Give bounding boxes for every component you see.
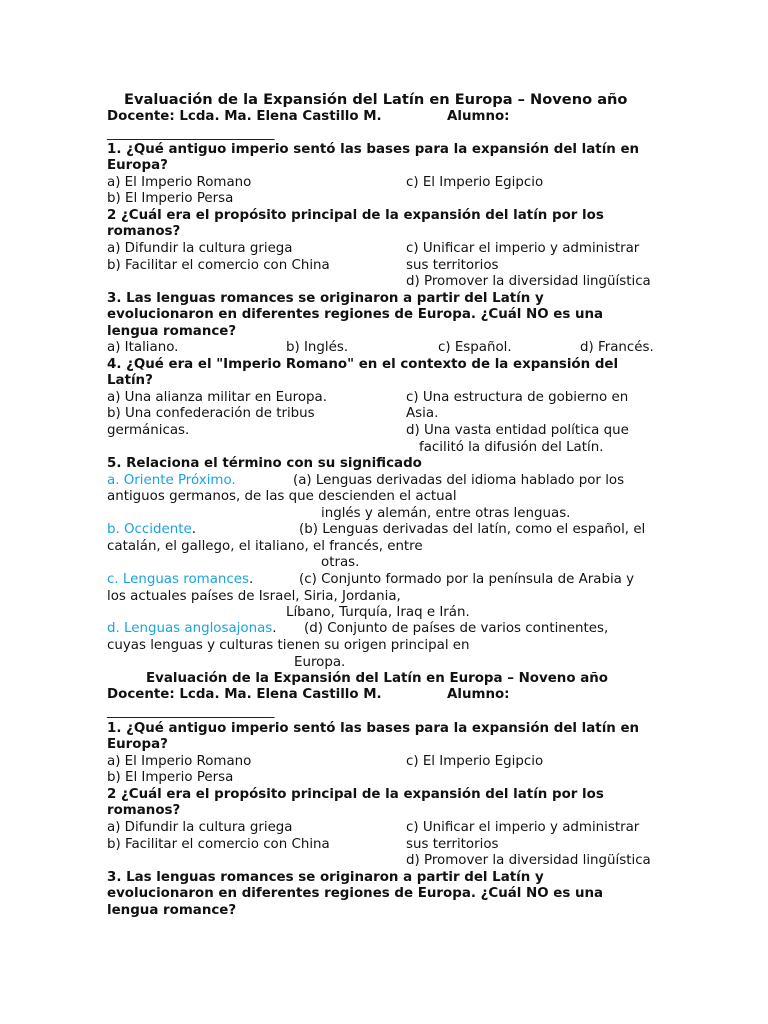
- question-2-option-c-repeat: c) Unificar el imperio y administrar: [406, 820, 640, 835]
- question-4-option-c-cont: Asia.: [406, 406, 439, 421]
- question-4-option-c: c) Una estructura de gobierno en: [406, 390, 629, 405]
- question-2-option-c: c) Unificar el imperio y administrar: [406, 241, 640, 256]
- question-2-option-a: a) Difundir la cultura griega: [107, 241, 293, 256]
- question-1-option-c-repeat: c) El Imperio Egipcio: [406, 754, 544, 769]
- question-3-option-a: a) Italiano.: [107, 340, 179, 355]
- term-c-line: [107, 572, 253, 588]
- question-3-text-repeat: 3. Las lenguas romances se originaron a partir del Latín y: [107, 870, 544, 885]
- question-2-option-c-cont: sus territorios: [406, 258, 499, 273]
- question-1-option-b: b) El Imperio Persa: [107, 191, 234, 206]
- definition-c-cont2: Líbano, Turquía, Iraq e Irán.: [286, 605, 470, 620]
- question-3-text-cont-repeat: evolucionaron en diferentes regiones de Europa. ¿Cuál NO es una: [107, 886, 604, 901]
- question-2-text: 2 ¿Cuál era el propósito principal de la expansión del latín por los: [107, 208, 604, 223]
- question-2-text-repeat: 2 ¿Cuál era el propósito principal de la expansión del latín por los: [107, 787, 604, 802]
- student-label-repeat: Alumno:: [447, 687, 510, 702]
- term-a: a. Oriente Próximo.: [107, 473, 236, 488]
- definition-b-cont2: otras.: [321, 555, 360, 570]
- question-3-text: 3. Las lenguas romances se originaron a partir del Latín y: [107, 291, 544, 306]
- question-4-option-d-cont: facilitó la difusión del Latín.: [419, 440, 604, 455]
- question-4-option-b: b) Una confederación de tribus: [107, 406, 315, 421]
- question-3-text-cont2: lengua romance?: [107, 324, 237, 339]
- question-2-option-d-repeat: d) Promover la diversidad lingüística: [406, 853, 651, 868]
- question-4-text: 4. ¿Qué era el "Imperio Romano" en el contexto de la expansión del: [107, 357, 619, 372]
- term-d-period: .: [272, 621, 277, 636]
- question-3-text-cont2-repeat: lengua romance?: [107, 903, 237, 918]
- question-2-option-d: d) Promover la diversidad lingüística: [406, 274, 651, 289]
- question-1-text-repeat: 1. ¿Qué antiguo imperio sentó las bases para la expansión del latín en: [107, 721, 640, 736]
- page-title: Evaluación de la Expansión del Latín en Europa – Noveno año: [124, 91, 628, 108]
- teacher-line-repeat: Docente: Lcda. Ma. Elena Castillo M.: [107, 687, 382, 702]
- question-2-option-b: b) Facilitar el comercio con China: [107, 258, 330, 273]
- question-2-text-cont: romanos?: [107, 224, 181, 239]
- student-label: Alumno:: [447, 109, 510, 124]
- definition-d: (d) Conjunto de países de varios continentes,: [304, 621, 609, 636]
- question-2-option-b-repeat: b) Facilitar el comercio con China: [107, 837, 330, 852]
- page-title-repeat: Evaluación de la Expansión del Latín en Europa – Noveno año: [146, 671, 608, 686]
- definition-a-cont: antiguos germanos, de las que descienden el actual: [107, 489, 457, 504]
- definition-d-cont2: Europa.: [294, 655, 346, 670]
- student-name-blank: _________________________: [107, 126, 275, 141]
- question-4-text-cont: Latín?: [107, 373, 153, 388]
- term-b: b. Occidente: [107, 522, 192, 537]
- question-2-option-c-cont-repeat: sus territorios: [406, 837, 499, 852]
- definition-c: (c) Conjunto formado por la península de Arabia y: [299, 572, 635, 587]
- question-3-option-d: d) Francés.: [580, 340, 654, 355]
- question-5-text: 5. Relaciona el término con su significado: [107, 456, 422, 471]
- definition-c-cont: los actuales países de Israel, Siria, Jordania,: [107, 589, 401, 604]
- term-d: d. Lenguas anglosajonas: [107, 621, 273, 636]
- question-3-option-b: b) Inglés.: [286, 340, 349, 355]
- question-4-option-a: a) Una alianza militar en Europa.: [107, 390, 327, 405]
- question-3-option-c: c) Español.: [438, 340, 512, 355]
- definition-b: (b) Lenguas derivadas del latín, como el español, el: [299, 522, 646, 537]
- question-1-option-b-repeat: b) El Imperio Persa: [107, 770, 234, 785]
- question-1-option-c: c) El Imperio Egipcio: [406, 175, 544, 190]
- question-1-option-a: a) El Imperio Romano: [107, 175, 252, 190]
- student-name-blank-repeat: _________________________: [107, 704, 275, 719]
- question-1-text-cont: Europa?: [107, 158, 168, 173]
- term-c-period: .: [248, 572, 254, 587]
- definition-a-cont2: inglés y alemán, entre otras lenguas.: [321, 506, 571, 521]
- question-4-option-b-cont: germánicas.: [107, 423, 190, 438]
- definition-a: (a) Lenguas derivadas del idioma hablado por los: [293, 473, 625, 488]
- question-1-text-cont-repeat: Europa?: [107, 737, 168, 752]
- teacher-line: Docente: Lcda. Ma. Elena Castillo M.: [107, 109, 382, 124]
- question-2-option-a-repeat: a) Difundir la cultura griega: [107, 820, 293, 835]
- definition-b-cont: catalán, el gallego, el italiano, el francés, entre: [107, 539, 423, 554]
- question-4-option-d: d) Una vasta entidad política que: [406, 423, 629, 438]
- question-1-option-a-repeat: a) El Imperio Romano: [107, 754, 252, 769]
- term-b-period: .: [191, 522, 196, 537]
- question-2-text-cont-repeat: romanos?: [107, 803, 181, 818]
- question-3-text-cont: evolucionaron en diferentes regiones de Europa. ¿Cuál NO es una: [107, 307, 604, 322]
- question-1-text: 1. ¿Qué antiguo imperio sentó las bases para la expansión del latín en: [107, 142, 640, 157]
- definition-d-cont: cuyas lenguas y culturas tienen su origen principal en: [107, 638, 470, 653]
- term-d-line: [107, 621, 277, 637]
- term-c: c. Lenguas romances: [107, 572, 249, 587]
- term-b-line: [107, 522, 196, 538]
